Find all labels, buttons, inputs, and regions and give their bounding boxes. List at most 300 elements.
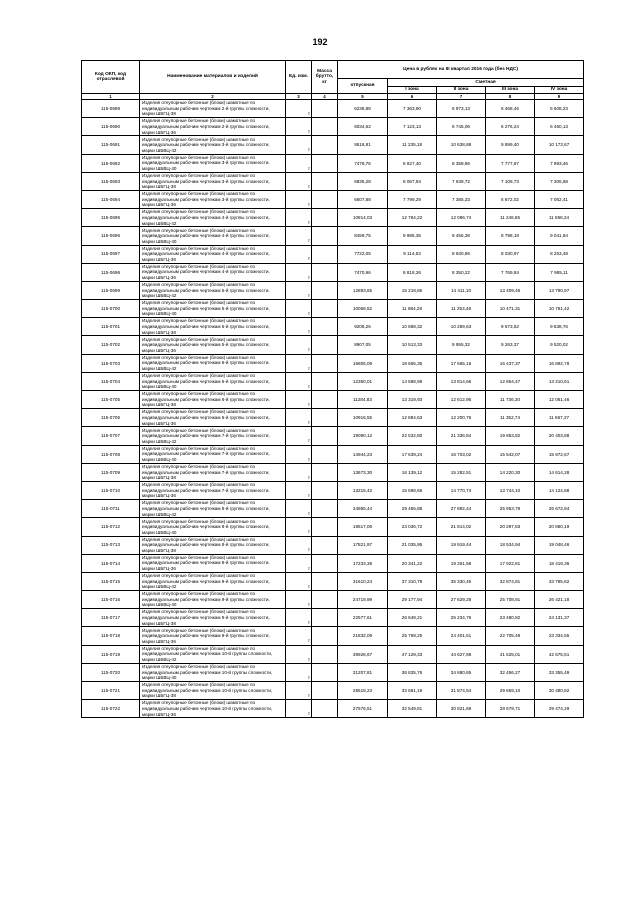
row-mass — [312, 172, 338, 190]
row-zone-4-price: 23 334,55 — [535, 627, 584, 645]
row-zone-2-price: 19 261,58 — [437, 554, 486, 572]
row-code: 115-0691 — [82, 136, 140, 154]
row-zone-3-price: 9 573,52 — [486, 318, 535, 336]
table-row — [82, 700, 584, 718]
row-mass — [312, 100, 338, 118]
row-unit-mark: т — [307, 329, 310, 335]
row-zone-1-price: 22 532,80 — [388, 427, 437, 445]
row-code: 115-0718 — [82, 627, 140, 645]
row-zone-4-price: 8 253,48 — [535, 245, 584, 263]
row-vendor-price: 10814,03 — [338, 209, 388, 227]
table-row — [82, 645, 584, 663]
row-code: 115-0693 — [82, 172, 140, 190]
row-zone-4-price: 7 993,46 — [535, 154, 584, 172]
row-vendor-price: 6835,28 — [338, 172, 388, 190]
col-number: 1 — [82, 94, 140, 100]
row-zone-3-price: 13 744,10 — [486, 481, 535, 499]
row-name: Изделия отеупорные бетонные (блоки) шамотные по индивидуальным рабочим чертежам 7-й группы сложности, марки ШБВЦ-42 — [140, 427, 286, 445]
row-mass — [312, 682, 338, 700]
header-zone-3: III зона — [486, 87, 535, 94]
price-table — [81, 60, 584, 718]
col-number: 6 — [388, 94, 437, 100]
row-unit-mark: т — [307, 183, 310, 189]
row-zone-3-price: 14 220,30 — [486, 463, 535, 481]
row-mass — [312, 645, 338, 663]
row-unit-mark: т — [307, 656, 310, 662]
row-zone-2-price: 15 282,51 — [437, 463, 486, 481]
row-zone-1-price: 8 827,40 — [388, 154, 437, 172]
row-name: Изделия отеупорные бетонные (блоки) шамотные по индивидуальным рабочим чертежам 6-й группы сложности, марки ШБВЦ-42 — [140, 354, 286, 372]
row-vendor-price: 19517,06 — [338, 518, 388, 536]
row-name: Изделия отеупорные бетонные (блоки) шамотные по индивидуальным рабочим чертежам 7-й группы сложности, марки ШБГЦ-38 — [140, 463, 286, 481]
row-zone-2-price: 19 919,44 — [437, 536, 486, 554]
row-name: Изделия отеупорные бетонные (блоки) шамотные по индивидуальным рабочим чертежам 3-й группы сложности, марки ШБВЦ-42 — [140, 136, 286, 154]
row-mass — [312, 463, 338, 481]
row-zone-2-price: 12 200,76 — [437, 409, 486, 427]
row-name: Изделия отеупорные бетонные (блоки) шамотные по индивидуальным рабочим чертежам 6-й группы сложности, марки ШБВЦ-40 — [140, 372, 286, 390]
row-unit — [286, 536, 312, 554]
row-name: Изделия отеупорные бетонные (блоки) шамотные по индивидуальным рабочим чертежам 8-й группы сложности, марки ШБВЦ-42 — [140, 500, 286, 518]
row-zone-1-price: 12 764,22 — [388, 209, 437, 227]
row-unit-mark: т — [307, 147, 310, 153]
row-zone-4-price: 7 305,68 — [535, 172, 584, 190]
row-unit — [286, 318, 312, 336]
row-zone-1-price: 17 639,24 — [388, 445, 437, 463]
row-mass — [312, 518, 338, 536]
row-unit-mark: т — [307, 274, 310, 280]
row-zone-3-price: 11 736,30 — [486, 391, 535, 409]
row-unit-mark: т — [307, 511, 310, 517]
row-zone-4-price: 20 403,88 — [535, 427, 584, 445]
row-zone-3-price: 18 534,94 — [486, 536, 535, 554]
row-zone-3-price: 11 246,65 — [486, 209, 535, 227]
row-vendor-price: 31610,24 — [338, 572, 388, 590]
row-unit — [286, 591, 312, 609]
row-zone-4-price: 13 210,61 — [535, 372, 584, 390]
row-zone-4-price: 33 785,62 — [535, 572, 584, 590]
row-zone-4-price: 16 892,78 — [535, 354, 584, 372]
row-mass — [312, 445, 338, 463]
row-zone-4-price: 9 041,94 — [535, 227, 584, 245]
row-unit-mark: т — [307, 456, 310, 462]
row-code: 115-0720 — [82, 663, 140, 681]
row-zone-3-price: 25 953,78 — [486, 500, 535, 518]
row-zone-3-price: 16 437,37 — [486, 354, 535, 372]
row-unit-mark: т — [307, 547, 310, 553]
row-zone-3-price: 7 769,84 — [486, 263, 535, 281]
row-code: 115-0692 — [82, 154, 140, 172]
row-mass — [312, 118, 338, 136]
row-code: 115-0701 — [82, 318, 140, 336]
table-row — [82, 591, 584, 609]
row-zone-4-price: 26 421,18 — [535, 591, 584, 609]
row-vendor-price: 8907,05 — [338, 336, 388, 354]
table-row — [82, 336, 584, 354]
row-zone-1-price: 15 598,66 — [388, 481, 437, 499]
table-row — [82, 263, 584, 281]
row-unit — [286, 372, 312, 390]
row-zone-1-price: 47 129,33 — [388, 645, 437, 663]
row-zone-4-price: 10 761,42 — [535, 300, 584, 318]
row-code: 115-0721 — [82, 682, 140, 700]
header-price-group: Цена в рублях на III квартал 2016 года (без НДС) — [338, 61, 584, 79]
table-row — [82, 172, 584, 190]
row-zone-2-price: 7 385,33 — [437, 190, 486, 208]
row-name: Изделия отеупорные бетонные (блоки) шамотные по индивидуальным рабочим чертежам 3-й группы сложности, марки ШБВЦ-40 — [140, 154, 286, 172]
table-row — [82, 445, 584, 463]
row-unit-mark: т — [307, 365, 310, 371]
row-zone-4-price: 20 860,19 — [535, 518, 584, 536]
row-unit-mark: т — [307, 110, 310, 116]
row-unit — [286, 136, 312, 154]
table-row — [82, 209, 584, 227]
table-row — [82, 536, 584, 554]
row-vendor-price: 21832,09 — [338, 627, 388, 645]
row-name: Изделия отеупорные бетонные (блоки) шамотные по индивидуальным рабочим чертежам 6-й группы сложности, марки ШБГЦ-38 — [140, 391, 286, 409]
row-zone-3-price: 6 468,46 — [486, 100, 535, 118]
row-unit — [286, 609, 312, 627]
row-unit — [286, 172, 312, 190]
row-mass — [312, 409, 338, 427]
col-number: 4 — [312, 94, 338, 100]
row-zone-3-price: 6 276,24 — [486, 118, 535, 136]
row-zone-1-price: 10 868,32 — [388, 318, 437, 336]
row-name: Изделия отеупорные бетонные (блоки) шамотные по индивидуальным рабочим чертежам 5-й группы сложности, марки ШБВЦ-40 — [140, 300, 286, 318]
row-zone-2-price: 8 358,86 — [437, 154, 486, 172]
row-zone-4-price: 14 124,88 — [535, 481, 584, 499]
header-mass: Масса брутто, кг — [312, 61, 338, 94]
row-zone-1-price: 12 884,63 — [388, 409, 437, 427]
row-name: Изделия отеупорные бетонные (блоки) шамотные по индивидуальным рабочим чертежам 3-й группы сложности, марки ШБГЦ-38 — [140, 172, 286, 190]
row-mass — [312, 481, 338, 499]
row-zone-1-price: 9 114,63 — [388, 245, 437, 263]
row-zone-1-price: 25 769,25 — [388, 627, 437, 645]
row-zone-1-price: 20 341,22 — [388, 554, 437, 572]
table-row — [82, 682, 584, 700]
row-zone-1-price: 29 177,94 — [388, 591, 437, 609]
row-zone-2-price: 24 401,51 — [437, 627, 486, 645]
row-mass — [312, 627, 338, 645]
row-zone-4-price: 26 672,84 — [535, 500, 584, 518]
row-vendor-price: 7722,05 — [338, 245, 388, 263]
row-vendor-price: 31207,81 — [338, 663, 388, 681]
row-zone-3-price: 22 705,48 — [486, 627, 535, 645]
row-zone-1-price: 36 835,76 — [388, 663, 437, 681]
row-unit — [286, 354, 312, 372]
row-zone-3-price: 20 297,83 — [486, 518, 535, 536]
col-number: 3 — [286, 94, 312, 100]
row-zone-3-price: 23 480,82 — [486, 609, 535, 627]
row-mass — [312, 136, 338, 154]
row-vendor-price: 28518,23 — [338, 682, 388, 700]
row-zone-2-price: 21 336,84 — [437, 427, 486, 445]
row-zone-1-price: 32 549,81 — [388, 700, 437, 718]
row-unit — [286, 336, 312, 354]
col-number: 5 — [338, 94, 388, 100]
row-mass — [312, 300, 338, 318]
row-mass — [312, 354, 338, 372]
row-unit — [286, 227, 312, 245]
row-unit — [286, 190, 312, 208]
row-name: Изделия отеупорные бетонные (блоки) шамотные по индивидуальным рабочим чертежам 8-й группы сложности, марки ШБГЦ-38 — [140, 536, 286, 554]
row-unit-mark: т — [307, 638, 310, 644]
row-zone-4-price: 14 614,28 — [535, 463, 584, 481]
row-zone-2-price: 27 629,28 — [437, 591, 486, 609]
row-zone-4-price: 24 131,37 — [535, 609, 584, 627]
row-code: 115-0722 — [82, 700, 140, 718]
row-zone-2-price: 6 973,13 — [437, 100, 486, 118]
row-vendor-price: 9208,26 — [338, 318, 388, 336]
table-row — [82, 663, 584, 681]
row-vendor-price: 24719,99 — [338, 591, 388, 609]
row-mass — [312, 427, 338, 445]
row-mass — [312, 663, 338, 681]
row-name: Изделия отеупорные бетонные (блоки) шамотные по индивидуальным рабочим чертежам 2-й группы сложности, марки ШБГЦ-38 — [140, 100, 286, 118]
row-unit — [286, 409, 312, 427]
table-row — [82, 118, 584, 136]
row-zone-3-price: 8 030,97 — [486, 245, 535, 263]
row-zone-3-price: 8 798,18 — [486, 227, 535, 245]
row-unit — [286, 445, 312, 463]
row-zone-4-price: 18 419,36 — [535, 554, 584, 572]
row-vendor-price: 6238,88 — [338, 100, 388, 118]
row-unit — [286, 627, 312, 645]
row-unit — [286, 245, 312, 263]
row-unit-mark: т — [307, 201, 310, 207]
row-zone-3-price: 7 777,87 — [486, 154, 535, 172]
row-zone-4-price: 7 985,11 — [535, 263, 584, 281]
table-row — [82, 354, 584, 372]
row-unit — [286, 281, 312, 299]
page-number: 192 — [312, 37, 328, 47]
table-body — [82, 100, 584, 718]
row-code: 115-0703 — [82, 354, 140, 372]
row-vendor-price: 27576,51 — [338, 700, 388, 718]
row-zone-3-price: 12 854,47 — [486, 372, 535, 390]
row-unit-mark: т — [307, 492, 310, 498]
row-code: 115-0694 — [82, 190, 140, 208]
row-zone-4-price: 10 173,67 — [535, 136, 584, 154]
row-zone-3-price: 9 263,37 — [486, 336, 535, 354]
row-unit-mark: т — [307, 220, 310, 226]
col-number: 9 — [535, 94, 584, 100]
row-zone-2-price: 12 086,74 — [437, 209, 486, 227]
row-code: 115-0709 — [82, 463, 140, 481]
row-zone-1-price: 37 310,78 — [388, 572, 437, 590]
row-zone-2-price: 30 821,69 — [437, 700, 486, 718]
row-zone-4-price: 12 061,46 — [535, 391, 584, 409]
row-mass — [312, 209, 338, 227]
row-unit-mark: т — [307, 474, 310, 480]
row-vendor-price: 14944,23 — [338, 445, 388, 463]
row-code: 115-0690 — [82, 118, 140, 136]
row-zone-1-price: 8 067,94 — [388, 172, 437, 190]
row-zone-4-price: 11 667,27 — [535, 409, 584, 427]
row-zone-4-price: 9 520,02 — [535, 336, 584, 354]
row-zone-1-price: 11 884,28 — [388, 300, 437, 318]
row-unit — [286, 209, 312, 227]
table-row — [82, 572, 584, 590]
row-zone-2-price: 17 665,19 — [437, 354, 486, 372]
row-zone-2-price: 10 638,88 — [437, 136, 486, 154]
row-name: Изделия отеупорные бетонные (блоки) шамотные по индивидуальным рабочим чертежам 9-й группы сложности, марки ШБВЦ-42 — [140, 572, 286, 590]
header-unit: Ед. изм. — [286, 61, 312, 94]
row-code: 115-0717 — [82, 609, 140, 627]
row-mass — [312, 500, 338, 518]
row-unit — [286, 663, 312, 681]
row-vendor-price: 10916,55 — [338, 409, 388, 427]
row-name: Изделия отеупорные бетонные (блоки) шамотные по индивидуальным рабочим чертежам 2-й группы сложности, марки ШБГЦ-36 — [140, 118, 286, 136]
row-zone-1-price: 14 588,99 — [388, 372, 437, 390]
table-row — [82, 627, 584, 645]
row-code: 115-0719 — [82, 645, 140, 663]
row-unit-mark: т — [307, 438, 310, 444]
row-zone-4-price: 7 062,41 — [535, 190, 584, 208]
row-mass — [312, 281, 338, 299]
row-vendor-price: 12893,65 — [338, 281, 388, 299]
row-name: Изделия отеупорные бетонные (блоки) шамотные по индивидуальным рабочим чертежам 5-й группы сложности, марки ШБГЦ-36 — [140, 336, 286, 354]
row-unit — [286, 572, 312, 590]
row-mass — [312, 554, 338, 572]
row-vendor-price: 15805,09 — [338, 354, 388, 372]
row-zone-1-price: 29 455,88 — [388, 500, 437, 518]
table-row — [82, 609, 584, 627]
row-mass — [312, 318, 338, 336]
row-unit — [286, 100, 312, 118]
row-zone-1-price: 7 799,29 — [388, 190, 437, 208]
row-name: Изделия отеупорные бетонные (блоки) шамотные по индивидуальным рабочим чертежам 9-й группы сложности, марки ШБГЦ-36 — [140, 627, 286, 645]
row-mass — [312, 609, 338, 627]
table-row — [82, 100, 584, 118]
row-code: 115-0716 — [82, 591, 140, 609]
row-mass — [312, 336, 338, 354]
row-zone-2-price: 11 253,48 — [437, 300, 486, 318]
row-mass — [312, 190, 338, 208]
row-zone-2-price: 34 880,65 — [437, 663, 486, 681]
row-zone-1-price: 23 036,72 — [388, 518, 437, 536]
row-zone-2-price: 9 955,32 — [437, 336, 486, 354]
row-zone-1-price: 7 123,13 — [388, 118, 437, 136]
row-zone-2-price: 8 350,22 — [437, 263, 486, 281]
row-unit — [286, 118, 312, 136]
row-zone-3-price: 6 872,02 — [486, 190, 535, 208]
row-name: Изделия отеупорные бетонные (блоки) шамотные по индивидуальным рабочим чертежам 7-й группы сложности, марки ШБВЦ-40 — [140, 445, 286, 463]
row-zone-2-price: 10 289,63 — [437, 318, 486, 336]
row-unit-mark: т — [307, 420, 310, 426]
row-zone-1-price: 18 655,35 — [388, 354, 437, 372]
row-zone-3-price: 15 542,07 — [486, 445, 535, 463]
row-zone-1-price: 15 218,86 — [388, 281, 437, 299]
row-zone-2-price: 8 630,86 — [437, 245, 486, 263]
row-vendor-price: 6034,62 — [338, 118, 388, 136]
header-code: Код ОКП, код отраслевой — [82, 61, 140, 94]
table-row — [82, 245, 584, 263]
row-vendor-price: 19090,12 — [338, 427, 388, 445]
row-vendor-price: 6607,88 — [338, 190, 388, 208]
row-zone-3-price: 25 708,91 — [486, 591, 535, 609]
table-row — [82, 481, 584, 499]
row-name: Изделия отеупорные бетонные (блоки) шамотные по индивидуальным рабочим чертежам 5-й группы сложности, марки ШБВЦ-42 — [140, 281, 286, 299]
row-vendor-price: 8459,75 — [338, 227, 388, 245]
row-unit — [286, 481, 312, 499]
row-name: Изделия отеупорные бетонные (блоки) шамотные по индивидуальным рабочим чертежам 4-й группы сложности, марки ШБГЦ-38 — [140, 245, 286, 263]
row-zone-2-price: 13 814,66 — [437, 372, 486, 390]
row-code: 115-0706 — [82, 409, 140, 427]
row-zone-1-price: 26 649,21 — [388, 609, 437, 627]
row-code: 115-0702 — [82, 336, 140, 354]
row-code: 115-0700 — [82, 300, 140, 318]
row-code: 115-0689 — [82, 100, 140, 118]
row-code: 115-0698 — [82, 263, 140, 281]
row-zone-3-price: 9 899,40 — [486, 136, 535, 154]
row-unit-mark: т — [307, 674, 310, 680]
row-zone-3-price: 10 471,31 — [486, 300, 535, 318]
row-vendor-price: 7470,96 — [338, 263, 388, 281]
row-unit-mark: т — [307, 256, 310, 262]
row-zone-2-price: 25 234,76 — [437, 609, 486, 627]
row-unit-mark: т — [307, 292, 310, 298]
row-code: 115-0696 — [82, 227, 140, 245]
table-row — [82, 518, 584, 536]
row-unit — [286, 682, 312, 700]
table-row — [82, 391, 584, 409]
row-zone-3-price: 13 409,46 — [486, 281, 535, 299]
table-row — [82, 427, 584, 445]
row-mass — [312, 391, 338, 409]
row-name: Изделия отеупорные бетонные (блоки) шамотные по индивидуальным рабочим чертежам 8-й группы сложности, марки ШБВЦ-40 — [140, 518, 286, 536]
row-name: Изделия отеупорные бетонные (блоки) шамотные по индивидуальным рабочим чертежам 7-й группы сложности, марки ШБГЦ-36 — [140, 481, 286, 499]
row-name: Изделия отеупорные бетонные (блоки) шамотные по индивидуальным рабочим чертежам 4-й группы сложности, марки ШБВЦ-42 — [140, 209, 286, 227]
row-name: Изделия отеупорные бетонные (блоки) шамотные по индивидуальным рабочим чертежам 3-й группы сложности, марки ШБГЦ-36 — [140, 190, 286, 208]
row-zone-4-price: 33 355,49 — [535, 663, 584, 681]
row-mass — [312, 700, 338, 718]
row-mass — [312, 572, 338, 590]
table-row — [82, 554, 584, 572]
row-mass — [312, 263, 338, 281]
row-vendor-price: 13673,30 — [338, 463, 388, 481]
row-unit — [286, 518, 312, 536]
row-unit — [286, 500, 312, 518]
row-code: 115-0712 — [82, 518, 140, 536]
row-name: Изделия отеупорные бетонные (блоки) шамотные по индивидуальным рабочим чертежам 4-й группы сложности, марки ШБГЦ-36 — [140, 263, 286, 281]
row-code: 115-0714 — [82, 554, 140, 572]
row-unit — [286, 391, 312, 409]
header-estimate: Сметная — [388, 79, 584, 87]
row-code: 115-0707 — [82, 427, 140, 445]
row-code: 115-0704 — [82, 372, 140, 390]
row-unit-mark: т — [307, 401, 310, 407]
row-name: Изделия отеупорные бетонные (блоки) шамотные по индивидуальным рабочим чертежам 5-й группы сложности, марки ШБГЦ-38 — [140, 318, 286, 336]
header-name: Наименование материалов и изделий — [140, 61, 286, 94]
row-code: 115-0715 — [82, 572, 140, 590]
table-row — [82, 154, 584, 172]
table-row — [82, 463, 584, 481]
row-mass — [312, 591, 338, 609]
row-unit-mark: т — [307, 692, 310, 698]
row-zone-1-price: 8 818,26 — [388, 263, 437, 281]
row-unit-mark: т — [307, 711, 310, 717]
row-code: 115-0697 — [82, 245, 140, 263]
row-mass — [312, 536, 338, 554]
row-zone-2-price: 9 455,38 — [437, 227, 486, 245]
row-unit-mark: т — [307, 347, 310, 353]
row-unit-mark: т — [307, 565, 310, 571]
row-zone-4-price: 19 048,46 — [535, 536, 584, 554]
row-unit-mark: т — [307, 311, 310, 317]
col-number: 8 — [486, 94, 535, 100]
row-zone-3-price: 32 874,81 — [486, 572, 535, 590]
table-row — [82, 281, 584, 299]
